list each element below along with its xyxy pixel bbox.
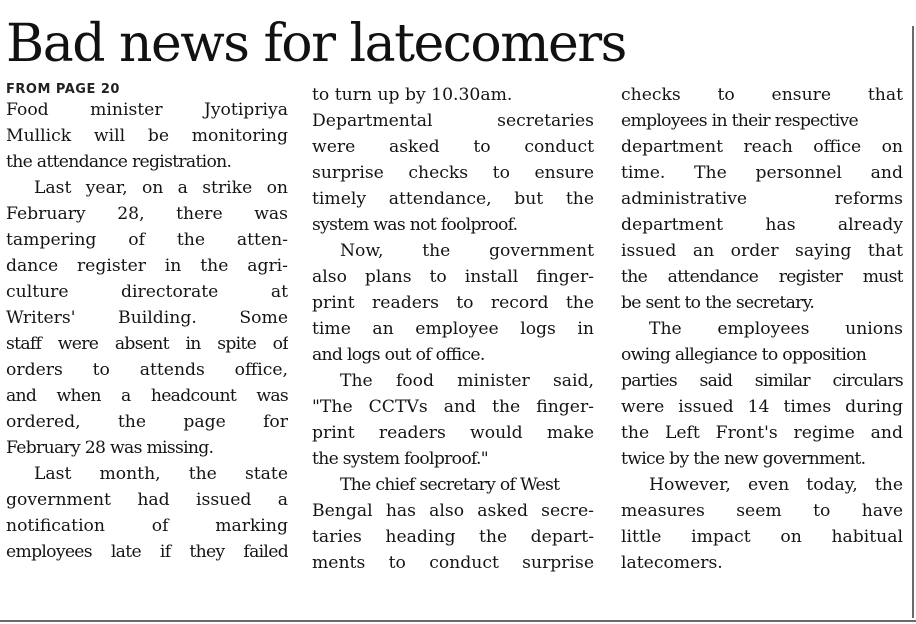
text-line: Last month, the state — [34, 464, 288, 484]
text-line: ordered, the page for — [6, 412, 288, 432]
text-line: timely attendance, but the — [312, 189, 594, 209]
text-line: tampering of the atten- — [6, 230, 288, 250]
text-line: notification of marking — [6, 516, 288, 536]
text-line: ments to conduct surprise — [312, 553, 594, 573]
text-line: time. The personnel and — [621, 163, 903, 183]
text-line: The food minister said, — [340, 371, 594, 391]
text-line: issued an order saying that — [621, 241, 903, 261]
text-line: and logs out of office. — [312, 345, 485, 365]
text-line: However, even today, the — [649, 475, 903, 495]
headline: Bad news for latecomers — [6, 14, 626, 74]
text-line: the system foolproof." — [312, 449, 488, 469]
text-line: "The CCTVs and the finger- — [312, 397, 594, 417]
text-line: orders to attends office, — [6, 360, 288, 380]
text-line: the attendance registration. — [6, 152, 232, 172]
text-line: staff were absent in spite of — [6, 334, 288, 354]
text-line: department reach office on — [621, 137, 903, 157]
text-line: Food minister Jyotipriya — [6, 100, 288, 120]
text-line: Last year, on a strike on — [34, 178, 288, 198]
text-line: were asked to conduct — [312, 137, 594, 157]
text-line: and when a headcount was — [6, 386, 288, 406]
text-line: time an employee logs in — [312, 319, 594, 339]
text-line: print readers would make — [312, 423, 594, 443]
text-line: surprise checks to ensure — [312, 163, 594, 183]
text-line: checks to ensure that — [621, 85, 903, 105]
text-line: also plans to install finger- — [312, 267, 594, 287]
article-column-1 — [6, 97, 288, 565]
text-line: Now, the government — [340, 241, 594, 261]
text-line: February 28 was missing. — [6, 438, 214, 458]
text-line: employees in their respective — [621, 111, 859, 131]
text-line: taries heading the depart- — [312, 527, 594, 547]
text-line: measures seem to have — [621, 501, 903, 521]
text-line: print readers to record the — [312, 293, 594, 313]
text-line: government had issued a — [6, 490, 288, 510]
text-line: were issued 14 times during — [621, 397, 903, 417]
text-line: Bengal has also asked secre- — [312, 501, 594, 521]
text-line: latecomers. — [621, 553, 723, 573]
text-line: twice by the new government. — [621, 449, 866, 469]
text-line: dance register in the agri- — [6, 256, 288, 276]
text-line: Departmental secretaries — [312, 111, 594, 131]
text-line: employees late if they failed — [6, 542, 288, 562]
text-line: the Left Front's regime and — [621, 423, 903, 443]
text-line: be sent to the secretary. — [621, 293, 815, 313]
continuation-kicker: FROM PAGE 20 — [6, 82, 120, 97]
text-line: February 28, there was — [6, 204, 288, 224]
text-line: little impact on habitual — [621, 527, 903, 547]
text-line: department has already — [621, 215, 903, 235]
text-line: to turn up by 10.30am. — [312, 85, 513, 105]
article-column-3 — [621, 82, 903, 576]
text-line: The chief secretary of West — [340, 475, 560, 495]
column-border-right — [912, 26, 914, 618]
text-line: administrative reforms — [621, 189, 903, 209]
text-line: parties said similar circulars — [621, 371, 903, 391]
text-line: system was not foolproof. — [312, 215, 518, 235]
column-border-bottom — [0, 620, 916, 622]
text-line: owing allegiance to opposition — [621, 345, 867, 365]
text-line: the attendance register must — [621, 267, 903, 287]
text-line: Writers' Building. Some — [6, 308, 288, 328]
text-line: culture directorate at — [6, 282, 288, 302]
article-column-2 — [312, 82, 594, 576]
text-line: Mullick will be monitoring — [6, 126, 288, 146]
text-line: The employees unions — [649, 319, 903, 339]
